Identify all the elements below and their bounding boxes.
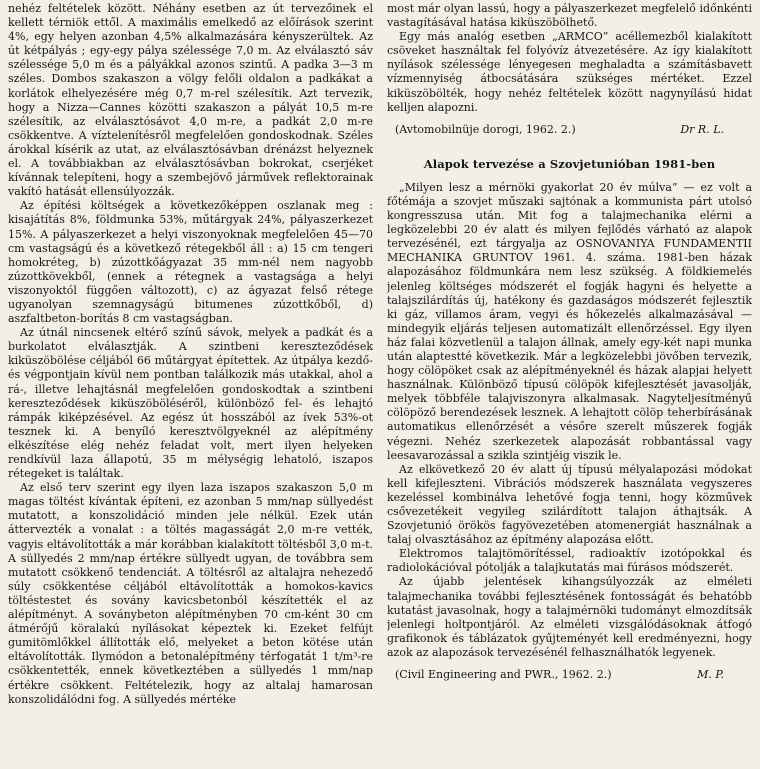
paragraph: nehéz feltételek között. Néhány esetben az út tervezőinek el kellett térniök ettől. A maximális emelkedő az előírások szerint 4%, egy helyen azonban 4,5% alkalmazására kényszerültek. Az út kétpályás ; egy-egy pálya szélessége 7,0 m. Az elválasztó sáv szélessége 5,0 m és a pályákkal azonos szintű. A padka 3—3 m széles. Dombos szakaszon a völgy felőli oldalon a padkákat a korlátok elhelyezésére még 0,7 m-rel szélesítik. Azt tervezik, hogy a Nizza—Cannes közötti szakaszon a pályát 10,5 m-re szélesítik, az elválasztósávot 4,0 m-re, a padkát 2,0 m-re csökkentve. A víztelenítésről megfelelően gondoskodnak. Széles árokkal kísérik az utat, az elválasztósávban drénázst helyeznek el. A továbbiakban az elválasztósávban bokrokat, cserjéket kívánnak telepíteni, hogy a szembejövő járművek reflektorainak vakító hatását ellensúlyozzák.: [8, 2, 373, 199]
paragraph: Elektromos talajtömörítéssel, radioaktív izotópokkal és radiolokációval pótolják a talajkutatás mai fúrásos módszerét.: [387, 547, 752, 575]
paragraph: „Milyen lesz a mérnöki gyakorlat 20 év múlva” — ez volt a főtémája a szovjet műszaki sajtónak a kommunista párt utolsó kongresszusa után. Mit fog a talajmechanika elérni a legközelebbi 20 év alatt és milyen fejlődés várható az alapok tervezésénél, ezt tárgyalja az OSNOVANIYA FUNDAMENTII MECHANIKA GRUNTOV 1961. 4. száma. 1981-ben házak alapozásához földmunkára nem lesz szükség. A földkiemelés jelenleg költséges módszerét el fogják hagyni és helyette a talajszilárdítás új, hatékony és gazdaságos módszerét fejlesztik ki gáz, villamos áram, vegyi és hőkezelés alkalmazásával — mindegyik eljárás teljesen automatizált ellenőrzéssel. Egy ilyen ház falai közvetlenül a talajon állnak, amely egy-két napi munka után alaptestté következik. Már a legközelebbi jövőben tervezik, hogy cölöpöket csak az alépítményeknél és házak alapjai helyett használnak. Különböző típusú cölöpök kifejlesztését javasolják, melyek többféle talajviszonyra alkalmasak. Nagyteljesítményű cölöpöző berendezések lesznek. A lehajtott cölöp teherbírásának automatikus ellenőrzését a vésőre szerelt műszerek fogják végezni. Nehéz szerkezetek alapozását robbantással vagy leesavarozással a szikla szintjéig viszik le.: [387, 180, 752, 462]
paragraph: Az útnál nincsenek eltérő színű sávok, melyek a padkát és a burkolatot elválasztják. A szintbeni kereszteződések kiküszöbölése céljából 66 műtárgyat építettek. Az útpálya kezdő- és végpontjain kívül nem pontban találkozik más utakkal, ahol a rá-, illetve lehajtásnál megfelelően gondoskodtak a szintbeni kereszteződések kiküszöböléséről, különböző fel- és lehajtó rámpák kiképzésével. Az egész út hosszából az ívek 53%-ot tesznek ki. A benyíló keresztvölgyeknél az alépítmény elkészítése elég nehéz feladat volt, mert ilyen helyeken rendkívül laza állapotú, 35 m mélységig lehatoló, iszapos rétegeket is találtak.: [8, 326, 373, 481]
author-signature: Dr R. L.: [680, 122, 724, 136]
paragraph: Az újabb jelentések kihangsúlyozzák az elméleti talajmechanika további fejlesztésének fontosságát és behatóbb kutatást javasolnak, hogy a talajmérnöki tudományt elmozdítsák jelenlegi holtpontjáról. Az elméleti vizsgálódásoknak átfogó grafikonok és táblázatok gyűjteményét kell eredményezni, hogy azok az alapozások tervezésénél felhasználhatók legyenek.: [387, 575, 752, 659]
paragraph: Az építési költségek a következőképpen oszlanak meg : kisajátítás 8%, földmunka 53%, műtárgyak 24%, pályaszerkezet 15%. A pályaszerkezet a helyi viszonyoknak megfelelően 45—70 cm vastagságú és a következő rétegekből áll : a) 15 cm tengeri homokréteg, b) zúzottkőágyazat 35 mm-nél nem nagyobb zúzottkövekből, (ennek a rétegnek a vastagsága a helyi viszonyoktól függően változott), c) az ágyazat felső rétege ugyanolyan szemnagyságú bitumenes zúzottkőből, d) aszfaltbeton-borítás 8 cm vastagságban.: [8, 199, 373, 326]
source-citation: [387, 668, 752, 682]
left-column: [8, 2, 373, 769]
paragraph: most már olyan lassú, hogy a pályaszerkezet megfelelő időnkénti vastagításával hatása kiküszöbölhető.: [387, 2, 752, 30]
paragraph: Egy más analóg esetben „ARMCO” acéllemezből kialakított csöveket használtak fel folyóvíz átvezetésére. Az így kialakított nyílások szélessége lényegesen meghaladta a számításbavett vízmennyiség átbocsátására szükséges mértéket. Ezzel kiküszöbölték, hogy nehéz feltételek között nagynyílású hidat kelljen alapozni.: [387, 30, 752, 114]
paragraph: Az elkövetkező 20 év alatt új típusú mélyalapozási módokat kell kifejleszteni. Vibrációs módszerek használata vegyszeres kezeléssel kombinálva lehetővé fogja tenni, hogy közművek csővezetékeit vegyileg szilárdított talajon áthajtsák. A Szovjetunió örökös fagyövezetében atomenergiát használnak a talaj olvasztásához az építmény alapozása előtt.: [387, 462, 752, 547]
source-text: (Avtomobilnüje dorogi, 1962. 2.): [395, 122, 576, 136]
author-signature: M. P.: [697, 668, 724, 682]
source-text: (Civil Engineering and PWR., 1962. 2.): [395, 668, 612, 682]
right-column: [387, 2, 752, 769]
paragraph: Az első terv szerint egy ilyen laza iszapos szakaszon 5,0 m magas töltést kívántak építeni, ez azonban 5 mm/nap süllyedést mutatott, a konszolidáció minden jele nélkül. Ezek után áttervezték a vonalat : a töltés magasságát 2,0 m-re vették, vagyis eltávolították a már korábban kialakított töltésből 3,0 m-t. A süllyedés 2 mm/nap értékre süllyedt ugyan, de továbbra sem mutatott csökkenő tendenciát. A töltésről az altalajra nehezedő súly csökkentése céljából eltávolították a homokos-kavics töltéstestet és sovány kavicsbetonból készítették el az alépítményt. A soványbeton alépítményben 70 cm-ként 30 cm átmérőjű köralakú nyílásokat képeztek ki. Ezeket felfújt gumitömlőkkel állították elő, melyeket a beton kötése után eltávolították. Ilymódon a betonalépítmény térfogatát 1 t/m³-re csökkentették, ennek következtében a süllyedés 1 mm/nap értékre csökkent. Feltételezik, hogy az altalaj hamarosan konszolidálódni fog. A süllyedés mértéke: [8, 481, 373, 706]
source-citation: [387, 123, 752, 137]
article-title: Alapok tervezése a Szovjetunióban 1981-ben: [423, 156, 716, 171]
